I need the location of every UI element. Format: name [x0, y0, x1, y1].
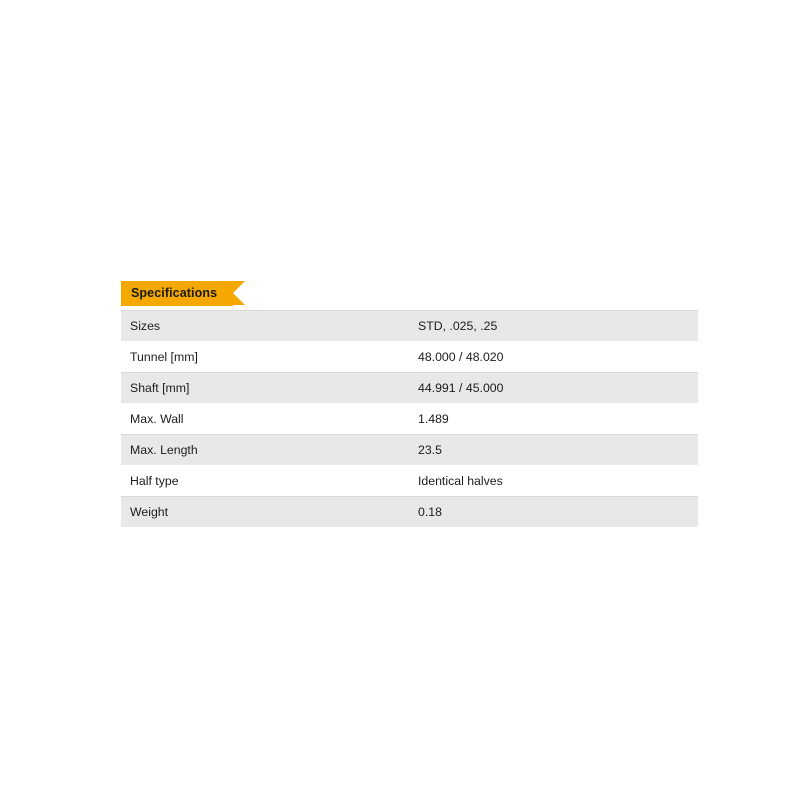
table-row — [121, 404, 698, 435]
specifications-table — [121, 310, 698, 528]
spec-value: 44.991 / 45.000 — [408, 373, 698, 404]
specifications-block — [121, 281, 679, 528]
spec-value: Identical halves — [408, 466, 698, 497]
spec-label: Weight — [121, 497, 408, 528]
spec-value: 0.18 — [408, 497, 698, 528]
table-row — [121, 497, 698, 528]
spec-value: STD, .025, .25 — [408, 311, 698, 342]
table-row — [121, 342, 698, 373]
header-arrow-icon — [233, 281, 245, 305]
spec-value: 23.5 — [408, 435, 698, 466]
specifications-table-body — [121, 311, 698, 528]
specifications-header-label: Specifications — [131, 286, 218, 300]
table-row — [121, 466, 698, 497]
spec-label: Half type — [121, 466, 408, 497]
spec-label: Max. Length — [121, 435, 408, 466]
spec-value: 1.489 — [408, 404, 698, 435]
spec-label: Shaft [mm] — [121, 373, 408, 404]
table-row — [121, 311, 698, 342]
specifications-header — [121, 281, 233, 306]
spec-label: Sizes — [121, 311, 408, 342]
spec-label: Max. Wall — [121, 404, 408, 435]
table-row — [121, 435, 698, 466]
spec-label: Tunnel [mm] — [121, 342, 408, 373]
spec-value: 48.000 / 48.020 — [408, 342, 698, 373]
table-row — [121, 373, 698, 404]
